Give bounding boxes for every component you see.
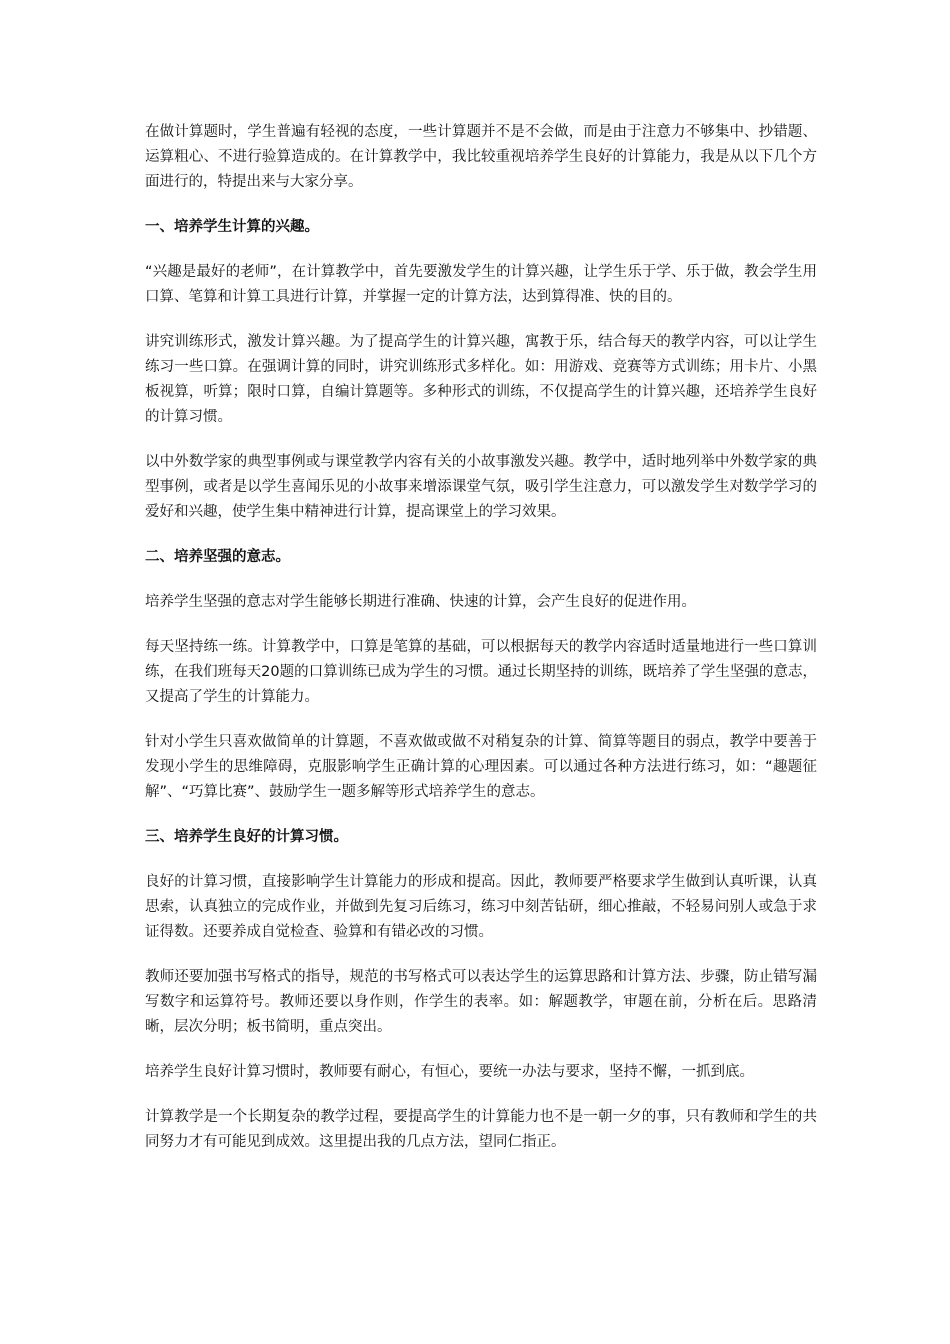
paragraph: “兴趣是最好的老师”，在计算教学中，首先要激发学生的计算兴趣，让学生乐于学、乐于做，教会学生用口算、笔算和计算工具进行计算，并掌握一定的计算方法，达到算得准、快的目的。	[145, 264, 817, 305]
paragraph: 培养学生坚强的意志对学生能够长期进行准确、快速的计算，会产生良好的促进作用。	[145, 594, 696, 610]
document-body	[145, 120, 817, 1175]
paragraph: 教师还要加强书写格式的指导，规范的书写格式可以表达学生的运算思路和计算方法、步骤，防止错写漏写数字和运算符号。教师还要以身作则，作学生的表率。如：解题教学，审题在前，分析在后。思路清晰，层次分明；板书简明，重点突出。	[145, 969, 817, 1035]
paragraph: 讲究训练形式，激发计算兴趣。为了提高学生的计算兴趣，寓教于乐，结合每天的教学内容，可以让学生练习一些口算。在强调计算的同时，讲究训练形式多样化。如：用游戏、竞赛等方式训练；用卡片、小黑板视算，听算；限时口算，自编计算题等。多种形式的训练，不仅提高学生的计算兴趣，还培养学生良好的计算习惯。	[145, 334, 817, 425]
paragraph: 每天坚持练一练。计算教学中，口算是笔算的基础，可以根据每天的教学内容适时适量地进行一些口算训练，在我们班每天20题的口算训练已成为学生的习惯。通过长期坚持的训练，既培养了学生坚强的意志，又提高了学生的计算能力。	[145, 639, 817, 705]
section-heading-3: 三、培养学生良好的计算习惯。	[145, 829, 348, 845]
paragraph-intro: 在做计算题时，学生普遍有轻视的态度，一些计算题并不是不会做，而是由于注意力不够集中、抄错题、运算粗心、不进行验算造成的。在计算教学中，我比较重视培养学生良好的计算能力，我是从以下几个方面进行的，特提出来与大家分享。	[145, 124, 817, 190]
paragraph-conclusion: 计算教学是一个长期复杂的教学过程，要提高学生的计算能力也不是一朝一夕的事，只有教师和学生的共同努力才有可能见到成效。这里提出我的几点方法，望同仁指正。	[145, 1109, 817, 1150]
section-heading-2: 二、培养坚强的意志。	[145, 549, 290, 565]
paragraph: 培养学生良好计算习惯时，教师要有耐心，有恒心，要统一办法与要求，坚持不懈，一抓到底。	[145, 1064, 754, 1080]
paragraph: 以中外数学家的典型事例或与课堂教学内容有关的小故事激发兴趣。教学中，适时地列举中外数学家的典型事例，或者是以学生喜闻乐见的小故事来增添课堂气氛，吸引学生注意力，可以激发学生对数学学习的爱好和兴趣，使学生集中精神进行计算，提高课堂上的学习效果。	[145, 454, 817, 520]
section-heading-1: 一、培养学生计算的兴趣。	[145, 219, 319, 235]
paragraph: 良好的计算习惯，直接影响学生计算能力的形成和提高。因此，教师要严格要求学生做到认真听课，认真思索，认真独立的完成作业，并做到先复习后练习，练习中刻苦钻研，细心推敲，不轻易问别人或急于求证得数。还要养成自觉检查、验算和有错必改的习惯。	[145, 874, 817, 940]
paragraph: 针对小学生只喜欢做简单的计算题，不喜欢做或做不对稍复杂的计算、简算等题目的弱点，教学中要善于发现小学生的思维障碍，克服影响学生正确计算的心理因素。可以通过各种方法进行练习，如：“趣题征解”、“巧算比赛”、鼓励学生一题多解等形式培养学生的意志。	[145, 734, 817, 800]
